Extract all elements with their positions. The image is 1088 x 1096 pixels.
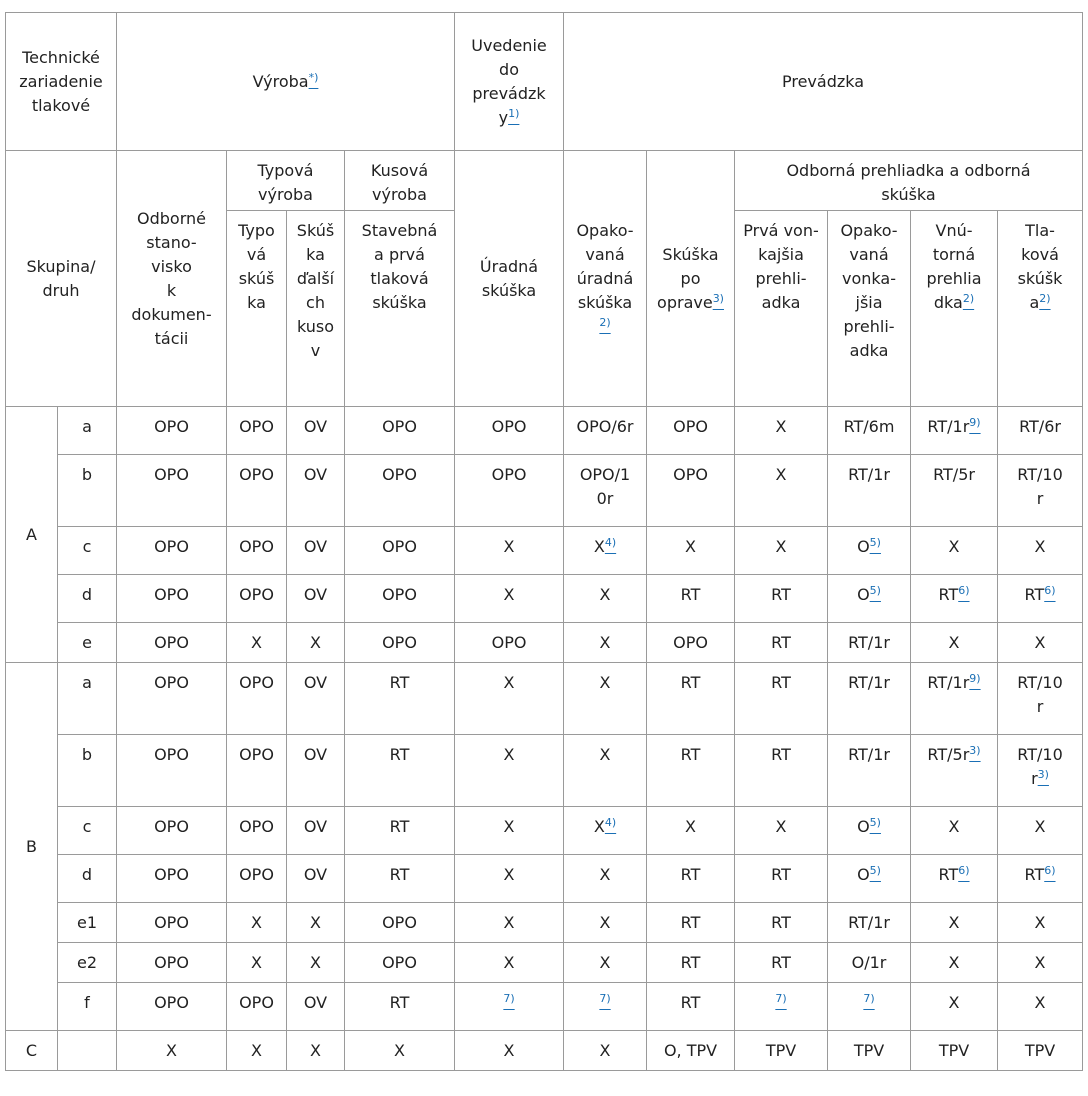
kind-cell: f: [58, 983, 117, 1031]
table-cell: OPO/6r: [564, 407, 647, 455]
table-cell: RT: [345, 855, 455, 903]
table-cell: RT/6r: [998, 407, 1083, 455]
footnote-link[interactable]: 7): [599, 992, 611, 1005]
group-cell: B: [6, 663, 58, 1031]
table-cell: RT/1r: [828, 903, 911, 943]
header-pressure-test: Tla- ková skúšk $a^{2)}$: [998, 211, 1083, 407]
footnote-link[interactable]: 2): [1039, 292, 1051, 305]
table-row: [6, 1031, 1083, 1071]
table-cell: TPV: [911, 1031, 998, 1071]
table-cell: X: [998, 527, 1083, 575]
table-cell: RT: [735, 943, 828, 983]
table-cell: OPO: [345, 623, 455, 663]
table-cell: OPO: [227, 455, 287, 527]
table-cell: RT: [735, 735, 828, 807]
footnote-link[interactable]: 5): [869, 584, 881, 597]
table-cell: OV: [287, 855, 345, 903]
table-cell: OPO: [345, 943, 455, 983]
table-cell: RT: [345, 663, 455, 735]
table-row: [6, 663, 1083, 735]
table-cell: X: [455, 735, 564, 807]
table-cell: [828, 983, 911, 1031]
kind-cell: d: [58, 575, 117, 623]
table-cell: X: [287, 943, 345, 983]
table-cell: X: [227, 943, 287, 983]
table-cell: X: [287, 903, 345, 943]
table-cell: $O^{5)}$: [828, 807, 911, 855]
footnote-link[interactable]: *): [308, 70, 319, 84]
footnote-link[interactable]: 6): [958, 584, 970, 597]
table-cell: [735, 983, 828, 1031]
table-row: [6, 407, 1083, 455]
table-cell: OV: [287, 983, 345, 1031]
kind-cell: b: [58, 735, 117, 807]
table-cell: $X^{4)}$: [564, 527, 647, 575]
table-cell: RT: [647, 663, 735, 735]
table-cell: X: [227, 623, 287, 663]
table-cell: OPO: [455, 455, 564, 527]
header-type-production: Typová výroba: [227, 151, 345, 211]
table-cell: RT: [345, 735, 455, 807]
table-cell: TPV: [998, 1031, 1083, 1071]
table-cell: RT: [647, 735, 735, 807]
table-cell: OV: [287, 663, 345, 735]
table-cell: X: [911, 623, 998, 663]
header-row-2: [6, 151, 1083, 211]
table-cell: RT: [647, 943, 735, 983]
table-cell: X: [911, 807, 998, 855]
footnote-link[interactable]: 4): [604, 816, 617, 829]
header-commissioning: Uvedenie do prevádzk $y^{1)}$: [455, 13, 564, 151]
table-cell: OPO: [227, 527, 287, 575]
table-cell: $O^{5)}$: [828, 527, 911, 575]
header-inspection-group: Odborná prehliadka a odborná skúška: [735, 151, 1083, 211]
table-cell: OPO: [345, 527, 455, 575]
table-cell: X: [735, 455, 828, 527]
table-cell: OPO: [227, 663, 287, 735]
table-cell: RT: [735, 575, 828, 623]
table-cell: O, TPV: [647, 1031, 735, 1071]
table-cell: X: [998, 903, 1083, 943]
table-cell: OPO/1 0r: [564, 455, 647, 527]
table-cell: X: [287, 623, 345, 663]
table-cell: X: [998, 623, 1083, 663]
table-cell: OPO: [227, 407, 287, 455]
table-cell: RT: [345, 807, 455, 855]
table-cell: RT/1r: [828, 735, 911, 807]
table-cell: OV: [287, 575, 345, 623]
table-cell: X: [345, 1031, 455, 1071]
table-cell: OPO: [647, 455, 735, 527]
table-row: [6, 623, 1083, 663]
table-row: [6, 807, 1083, 855]
table-cell: X: [564, 735, 647, 807]
table-row: [6, 527, 1083, 575]
table-cell: X: [647, 807, 735, 855]
table-cell: OPO: [117, 527, 227, 575]
table-cell: X: [911, 527, 998, 575]
table-cell: X: [998, 983, 1083, 1031]
table-cell: RT: [345, 983, 455, 1031]
footnote-link[interactable]: 6): [1044, 864, 1056, 877]
table-cell: RT: [735, 855, 828, 903]
table-cell: X: [564, 663, 647, 735]
table-cell: X: [455, 575, 564, 623]
table-cell: $O^{5)}$: [828, 575, 911, 623]
header-repeated-external-inspection: Opako- vaná vonka- jšia prehli- adka: [828, 211, 911, 407]
header-expert-opinion: Odborné stano- visko k dokumen- tácii: [117, 151, 227, 407]
table-cell: RT: [647, 575, 735, 623]
kind-cell: b: [58, 455, 117, 527]
footnote-link[interactable]: 9): [969, 416, 981, 429]
table-cell: RT/1r: [828, 455, 911, 527]
table-cell: RT$^{6)}$: [911, 575, 998, 623]
table-cell: OPO: [455, 407, 564, 455]
table-row: [6, 735, 1083, 807]
table-cell: OPO: [117, 903, 227, 943]
table-cell: OPO: [117, 575, 227, 623]
table-cell: OV: [287, 807, 345, 855]
table-cell: O/1r: [828, 943, 911, 983]
inspection-table: [5, 12, 1083, 1071]
table-cell: OV: [287, 407, 345, 455]
table-cell: RT: [735, 623, 828, 663]
table-cell: RT/1r: [828, 623, 911, 663]
table-cell: RT/1r: [828, 663, 911, 735]
table-row: [6, 983, 1083, 1031]
table-cell: OV: [287, 455, 345, 527]
table-cell: $RT/1r^{9)}$: [911, 407, 998, 455]
table-cell: [455, 983, 564, 1031]
table-cell: X: [227, 1031, 287, 1071]
table-cell: OPO: [117, 455, 227, 527]
table-cell: X: [455, 527, 564, 575]
kind-cell: e: [58, 623, 117, 663]
table-cell: X: [735, 407, 828, 455]
header-type-test: Typo vá skúš ka: [227, 211, 287, 407]
header-operation: Prevádzka: [564, 13, 1083, 151]
header-first-external-inspection: Prvá von- kajšia prehli- adka: [735, 211, 828, 407]
table-cell: TPV: [828, 1031, 911, 1071]
footnote-link[interactable]: 6): [1044, 584, 1056, 597]
header-internal-inspection: Vnú- torná prehlia dka$^{2)}$: [911, 211, 998, 407]
table-row: [6, 903, 1083, 943]
header-production: Výroba*): [117, 13, 455, 151]
header-equipment: Technické zariadenie tlakové: [6, 13, 117, 151]
table-cell: X: [287, 1031, 345, 1071]
footnote-link[interactable]: 9): [969, 672, 981, 685]
header-repair-test: Skúška po oprave$^{3)}$: [647, 151, 735, 407]
table-cell: OPO: [117, 855, 227, 903]
table-cell: OV: [287, 735, 345, 807]
footnote-link[interactable]: 3): [712, 291, 724, 305]
footnote-link[interactable]: 5): [869, 816, 881, 829]
table-cell: RT: [647, 903, 735, 943]
table-cell: OV: [287, 527, 345, 575]
table-row: [6, 575, 1083, 623]
table-cell: OPO: [455, 623, 564, 663]
table-cell: OPO: [647, 407, 735, 455]
table-cell: X: [455, 855, 564, 903]
table-cell: X: [911, 903, 998, 943]
table-cell: RT/5r: [911, 455, 998, 527]
table-cell: X: [227, 903, 287, 943]
table-cell: OPO: [117, 623, 227, 663]
table-cell: OPO: [345, 903, 455, 943]
table-cell: X: [564, 575, 647, 623]
footnote-link[interactable]: 5): [869, 864, 881, 877]
table-cell: RT: [735, 663, 828, 735]
footnote-link[interactable]: 3): [1037, 768, 1049, 781]
table-cell: $X^{4)}$: [564, 807, 647, 855]
header-row-1: [6, 13, 1083, 151]
footnote-link[interactable]: 6): [958, 864, 970, 877]
kind-cell: e2: [58, 943, 117, 983]
footnote-link[interactable]: 1): [508, 106, 520, 120]
table-cell: X: [998, 943, 1083, 983]
footnote-link[interactable]: 7): [775, 992, 787, 1005]
table-cell: X: [455, 807, 564, 855]
table-cell: X: [455, 1031, 564, 1071]
table-cell: X: [564, 623, 647, 663]
table-cell: RT$^{6)}$: [998, 855, 1083, 903]
header-repeated-official-test: Opako- vaná úradná skúška $^{2)}$: [564, 151, 647, 407]
table-row: [6, 455, 1083, 527]
header-official-test: Úradná skúška: [455, 151, 564, 407]
table-cell: OPO: [227, 807, 287, 855]
footnote-link[interactable]: 7): [503, 992, 515, 1005]
table-cell: X: [564, 903, 647, 943]
table-cell: RT/10 r: [998, 455, 1083, 527]
table-cell: X: [647, 527, 735, 575]
table-cell: X: [998, 807, 1083, 855]
group-cell: A: [6, 407, 58, 663]
table-cell: OPO: [227, 575, 287, 623]
kind-cell: a: [58, 663, 117, 735]
kind-cell: a: [58, 407, 117, 455]
table-cell: $RT/1r^{9)}$: [911, 663, 998, 735]
table-cell: X: [455, 943, 564, 983]
table-cell: OPO: [345, 407, 455, 455]
table-cell: RT$^{6)}$: [911, 855, 998, 903]
footnote-link[interactable]: 2): [962, 292, 975, 305]
table-cell: $RT/5r^{3)}$: [911, 735, 998, 807]
table-cell: TPV: [735, 1031, 828, 1071]
table-cell: X: [117, 1031, 227, 1071]
table-body: [6, 13, 1083, 1071]
table-cell: X: [735, 807, 828, 855]
table-cell: X: [564, 855, 647, 903]
kind-cell: c: [58, 807, 117, 855]
table-cell: X: [564, 943, 647, 983]
table-cell: X: [911, 943, 998, 983]
table-cell: RT$^{6)}$: [998, 575, 1083, 623]
table-cell: X: [735, 527, 828, 575]
kind-cell: d: [58, 855, 117, 903]
kind-cell: e1: [58, 903, 117, 943]
footnote-link[interactable]: 7): [863, 992, 875, 1005]
header-group: Skupina/ druh: [6, 151, 117, 407]
table-cell: RT/6m: [828, 407, 911, 455]
table-cell: OPO: [117, 663, 227, 735]
group-cell: C: [6, 1031, 58, 1071]
table-cell: OPO: [117, 943, 227, 983]
header-construction-test: Stavebná a prvá tlaková skúška: [345, 211, 455, 407]
table-cell: OPO: [117, 807, 227, 855]
table-cell: OPO: [227, 855, 287, 903]
table-cell: OPO: [117, 407, 227, 455]
table-cell: OPO: [117, 983, 227, 1031]
table-cell: OPO: [117, 735, 227, 807]
header-next-pieces-test: Skúš ka ďalší ch kuso v: [287, 211, 345, 407]
table-cell: X: [455, 663, 564, 735]
table-cell: OPO: [227, 735, 287, 807]
table-cell: $O^{5)}$: [828, 855, 911, 903]
table-cell: RT: [735, 903, 828, 943]
table-cell: RT/10 $r^{3)}$: [998, 735, 1083, 807]
footnote-link[interactable]: 2): [599, 315, 611, 329]
footnote-link[interactable]: 5): [869, 536, 881, 549]
table-cell: X: [455, 903, 564, 943]
table-cell: RT/10 r: [998, 663, 1083, 735]
header-unit-production: Kusová výroba: [345, 151, 455, 211]
table-cell: X: [564, 1031, 647, 1071]
table-cell: OPO: [345, 575, 455, 623]
table-row: [6, 855, 1083, 903]
table-cell: OPO: [227, 983, 287, 1031]
table-cell: OPO: [345, 455, 455, 527]
table-cell: RT: [647, 855, 735, 903]
table-cell: [564, 983, 647, 1031]
table-cell: RT: [647, 983, 735, 1031]
footnote-link[interactable]: 3): [969, 744, 981, 757]
footnote-link[interactable]: 4): [604, 536, 617, 549]
kind-cell: [58, 1031, 117, 1071]
table-row: [6, 943, 1083, 983]
kind-cell: c: [58, 527, 117, 575]
table-cell: X: [911, 983, 998, 1031]
table-cell: OPO: [647, 623, 735, 663]
